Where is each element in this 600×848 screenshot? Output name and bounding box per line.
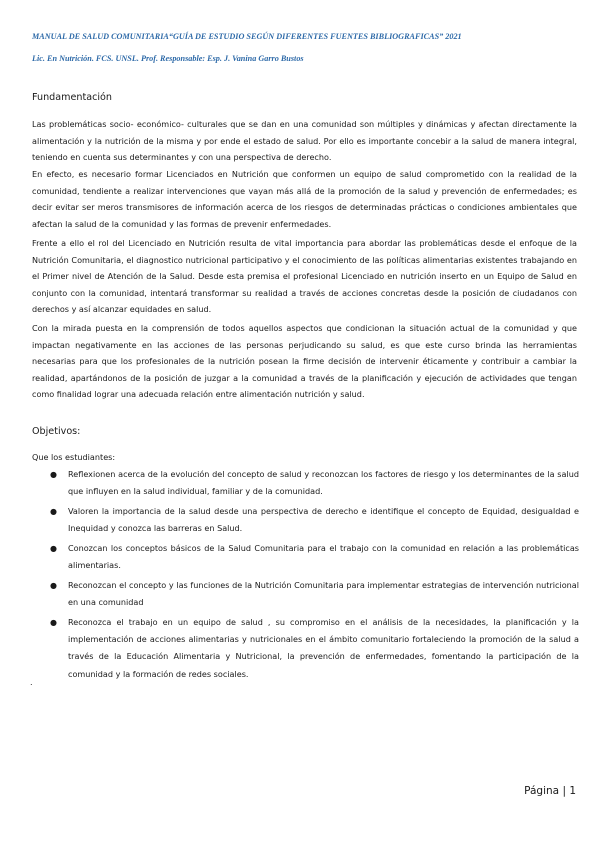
list-item-text: Reconozca el trabajo en un equipo de salud , su compromiso en el análisis de la necesidades, la planificación y la implementación de acciones alimentarias y nutricionales en el ámbito comunitario fortaleciendo la promoción de la salud a través de la Educación Alimentaria y Nutricional, la prevención de enfermedades, fomentando la participación de la comunidad y la formación de redes sociales. — [68, 617, 579, 679]
section-heading-objetivos: Objetivos: — [32, 426, 81, 437]
page-number: Página | 1 — [524, 785, 576, 797]
bullet-icon: ● — [50, 581, 57, 590]
list-item — [32, 614, 579, 683]
paragraph-4: Con la mirada puesta en la comprensión de todos aquellos aspectos que condicionan la situación actual de la comunidad y que impactan negativamente en las acciones de las personas perjudicando su salud, es que este curso brinda las herramientas necesarias para que los profesionales de la nutrición posean la firme decisión de intervenir éticamente y contribuir a cambiar la realidad, apartándonos de la posición de juzgar a la comunidad a través de la planificación y ejecución de actividades que tengan como finalidad lograr una adecuada relación entre alimentación nutrición y salud. — [32, 323, 577, 400]
objectives-intro: Que los estudiantes: — [32, 452, 116, 462]
bullet-icon: ● — [50, 618, 57, 627]
paragraph-2: En efecto, es necesario formar Licenciados en Nutrición que conformen un equipo de salud comprometido con la realidad de la comunidad, tendiente a realizar intervenciones que vayan más allá de la promoción de la salud y prevención de enfermedades; es decir evitar ser meros transmisores de información acerca de los riesgos de determinadas prácticas o condiciones ambientales que afectan la salud de la comunidad y las formas de prevenir enfermedades. — [32, 169, 577, 229]
list-item-text: Reconozcan el concepto y las funciones de la Nutrición Comunitaria para implementar estrategias de intervención nutricional en una comunidad — [68, 580, 579, 608]
list-item-text: Reflexionen acerca de la evolución del concepto de salud y reconozcan los factores de riesgo y los determinantes de la salud que influyen en la salud individual, familiar y de la comunidad. — [68, 469, 579, 497]
bullet-icon: ● — [50, 544, 57, 553]
paragraph-1: Las problemáticas socio- económico- culturales que se dan en una comunidad son múltiples y dinámicas y afectan directamente la alimentación y la nutrición de la misma y por ende el estado de salud. Por ello es importante concebir a la salud de manera integral, teniendo en cuenta sus determinantes y con una perspectiva de derecho. — [32, 119, 577, 163]
list-item-text: Valoren la importancia de la salud desde una perspectiva de derecho e identifique el concepto de Equidad, desigualdad e Inequidad y conozca las barreras en Salud. — [68, 506, 579, 534]
stray-mark: . — [30, 678, 33, 687]
list-item — [32, 577, 579, 611]
header-subtitle: Lic. En Nutrición. FCS. UNSL. Prof. Responsable: Esp. J. Vanina Garro Bustos — [32, 54, 304, 63]
bullet-icon: ● — [50, 470, 57, 479]
list-item — [32, 540, 579, 574]
list-item — [32, 466, 579, 500]
paragraph-3: Frente a ello el rol del Licenciado en Nutrición resulta de vital importancia para abordar las problemáticas desde el enfoque de la Nutrición Comunitaria, el diagnostico nutricional participativo y el conocimiento de las políticas alimentarias existentes trabajando en el Primer nivel de Atención de la Salud. Desde esta premisa el profesional Licenciado en nutrición inserto en un Equipo de Salud en conjunto con la comunidad, intentará transformar su realidad a través de acciones concretas desde la posición de ciudadanos con derechos y así alcanzar equidades en salud. — [32, 238, 577, 315]
list-item — [32, 503, 579, 537]
bullet-icon: ● — [50, 507, 57, 516]
header-title: MANUAL DE SALUD COMUNITARIA“GUÍA DE ESTUDIO SEGÚN DIFERENTES FUENTES BIBLIOGRAFICAS” 2021 — [32, 32, 462, 41]
list-item-text: Conozcan los conceptos básicos de la Salud Comunitaria para el trabajo con la comunidad en relación a las problemáticas alimentarias. — [68, 543, 579, 571]
section-heading-fundamentacion: Fundamentación — [32, 92, 112, 103]
objectives-list — [32, 466, 579, 685]
